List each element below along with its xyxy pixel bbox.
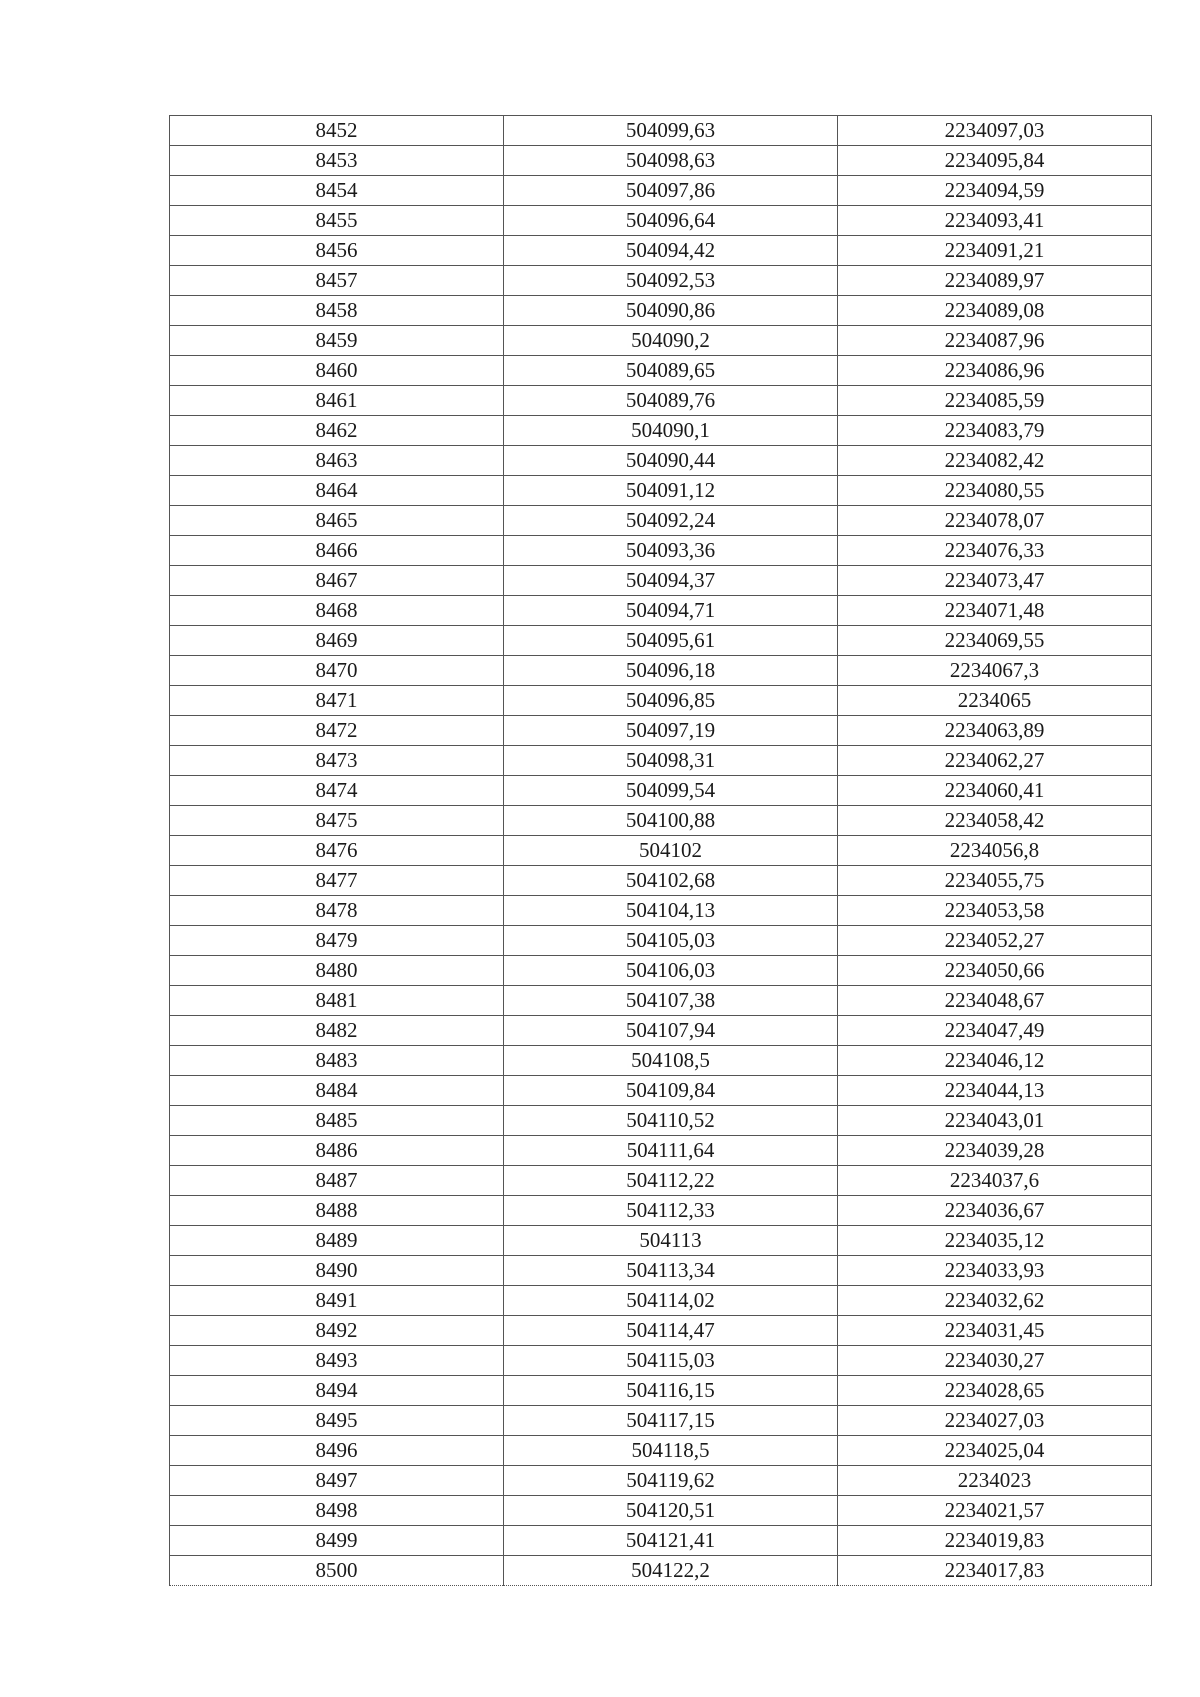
table-row xyxy=(170,626,1152,656)
point-number-cell: 8463 xyxy=(170,446,504,476)
y-coordinate-cell: 2234083,79 xyxy=(838,416,1152,446)
x-coordinate-cell: 504118,5 xyxy=(504,1436,838,1466)
y-coordinate-cell: 2234031,45 xyxy=(838,1316,1152,1346)
y-coordinate-cell: 2234069,55 xyxy=(838,626,1152,656)
table-row xyxy=(170,1466,1152,1496)
y-coordinate-cell: 2234021,57 xyxy=(838,1496,1152,1526)
point-number-cell: 8484 xyxy=(170,1076,504,1106)
y-coordinate-cell: 2234048,67 xyxy=(838,986,1152,1016)
y-coordinate-cell: 2234058,42 xyxy=(838,806,1152,836)
x-coordinate-cell: 504094,37 xyxy=(504,566,838,596)
y-coordinate-cell: 2234019,83 xyxy=(838,1526,1152,1556)
y-coordinate-cell: 2234056,8 xyxy=(838,836,1152,866)
table-row xyxy=(170,1106,1152,1136)
y-coordinate-cell: 2234033,93 xyxy=(838,1256,1152,1286)
table-row xyxy=(170,1046,1152,1076)
table-row xyxy=(170,386,1152,416)
y-coordinate-cell: 2234046,12 xyxy=(838,1046,1152,1076)
table-row xyxy=(170,746,1152,776)
y-coordinate-cell: 2234035,12 xyxy=(838,1226,1152,1256)
y-coordinate-cell: 2234032,62 xyxy=(838,1286,1152,1316)
y-coordinate-cell: 2234044,13 xyxy=(838,1076,1152,1106)
x-coordinate-cell: 504090,86 xyxy=(504,296,838,326)
x-coordinate-cell: 504107,38 xyxy=(504,986,838,1016)
table-row xyxy=(170,1556,1152,1586)
point-number-cell: 8468 xyxy=(170,596,504,626)
x-coordinate-cell: 504089,65 xyxy=(504,356,838,386)
point-number-cell: 8488 xyxy=(170,1196,504,1226)
y-coordinate-cell: 2234030,27 xyxy=(838,1346,1152,1376)
point-number-cell: 8479 xyxy=(170,926,504,956)
point-number-cell: 8482 xyxy=(170,1016,504,1046)
table-row xyxy=(170,986,1152,1016)
y-coordinate-cell: 2234037,6 xyxy=(838,1166,1152,1196)
point-number-cell: 8466 xyxy=(170,536,504,566)
table-row xyxy=(170,266,1152,296)
table-row xyxy=(170,176,1152,206)
table-row xyxy=(170,206,1152,236)
y-coordinate-cell: 2234063,89 xyxy=(838,716,1152,746)
table-row xyxy=(170,146,1152,176)
x-coordinate-cell: 504090,44 xyxy=(504,446,838,476)
y-coordinate-cell: 2234076,33 xyxy=(838,536,1152,566)
table-row xyxy=(170,1376,1152,1406)
x-coordinate-cell: 504092,24 xyxy=(504,506,838,536)
table-row xyxy=(170,1016,1152,1046)
x-coordinate-cell: 504107,94 xyxy=(504,1016,838,1046)
table-row xyxy=(170,1076,1152,1106)
y-coordinate-cell: 2234094,59 xyxy=(838,176,1152,206)
table-row xyxy=(170,866,1152,896)
table-row xyxy=(170,1526,1152,1556)
point-number-cell: 8461 xyxy=(170,386,504,416)
point-number-cell: 8493 xyxy=(170,1346,504,1376)
table-row xyxy=(170,836,1152,866)
point-number-cell: 8498 xyxy=(170,1496,504,1526)
x-coordinate-cell: 504111,64 xyxy=(504,1136,838,1166)
point-number-cell: 8490 xyxy=(170,1256,504,1286)
x-coordinate-cell: 504097,86 xyxy=(504,176,838,206)
y-coordinate-cell: 2234043,01 xyxy=(838,1106,1152,1136)
y-coordinate-cell: 2234085,59 xyxy=(838,386,1152,416)
x-coordinate-cell: 504096,85 xyxy=(504,686,838,716)
x-coordinate-cell: 504092,53 xyxy=(504,266,838,296)
point-number-cell: 8480 xyxy=(170,956,504,986)
x-coordinate-cell: 504096,18 xyxy=(504,656,838,686)
y-coordinate-cell: 2234082,42 xyxy=(838,446,1152,476)
y-coordinate-cell: 2234086,96 xyxy=(838,356,1152,386)
x-coordinate-cell: 504122,2 xyxy=(504,1556,838,1586)
x-coordinate-cell: 504113 xyxy=(504,1226,838,1256)
x-coordinate-cell: 504119,62 xyxy=(504,1466,838,1496)
x-coordinate-cell: 504097,19 xyxy=(504,716,838,746)
point-number-cell: 8458 xyxy=(170,296,504,326)
y-coordinate-cell: 2234078,07 xyxy=(838,506,1152,536)
y-coordinate-cell: 2234053,58 xyxy=(838,896,1152,926)
table-row xyxy=(170,566,1152,596)
table-row xyxy=(170,956,1152,986)
point-number-cell: 8477 xyxy=(170,866,504,896)
point-number-cell: 8483 xyxy=(170,1046,504,1076)
point-number-cell: 8457 xyxy=(170,266,504,296)
point-number-cell: 8478 xyxy=(170,896,504,926)
table-row xyxy=(170,476,1152,506)
x-coordinate-cell: 504114,47 xyxy=(504,1316,838,1346)
table-row xyxy=(170,506,1152,536)
point-number-cell: 8474 xyxy=(170,776,504,806)
y-coordinate-cell: 2234050,66 xyxy=(838,956,1152,986)
x-coordinate-cell: 504112,33 xyxy=(504,1196,838,1226)
y-coordinate-cell: 2234065 xyxy=(838,686,1152,716)
x-coordinate-cell: 504093,36 xyxy=(504,536,838,566)
point-number-cell: 8472 xyxy=(170,716,504,746)
y-coordinate-cell: 2234097,03 xyxy=(838,116,1152,146)
table-row xyxy=(170,1286,1152,1316)
y-coordinate-cell: 2234047,49 xyxy=(838,1016,1152,1046)
table-row xyxy=(170,1436,1152,1466)
x-coordinate-cell: 504105,03 xyxy=(504,926,838,956)
table-row xyxy=(170,1226,1152,1256)
point-number-cell: 8481 xyxy=(170,986,504,1016)
point-number-cell: 8492 xyxy=(170,1316,504,1346)
y-coordinate-cell: 2234036,67 xyxy=(838,1196,1152,1226)
y-coordinate-cell: 2234039,28 xyxy=(838,1136,1152,1166)
x-coordinate-cell: 504099,63 xyxy=(504,116,838,146)
point-number-cell: 8464 xyxy=(170,476,504,506)
x-coordinate-cell: 504120,51 xyxy=(504,1496,838,1526)
table-row xyxy=(170,656,1152,686)
y-coordinate-cell: 2234089,97 xyxy=(838,266,1152,296)
table-row xyxy=(170,686,1152,716)
point-number-cell: 8467 xyxy=(170,566,504,596)
table-row xyxy=(170,296,1152,326)
table-row xyxy=(170,1406,1152,1436)
x-coordinate-cell: 504094,42 xyxy=(504,236,838,266)
x-coordinate-cell: 504098,31 xyxy=(504,746,838,776)
point-number-cell: 8476 xyxy=(170,836,504,866)
x-coordinate-cell: 504089,76 xyxy=(504,386,838,416)
x-coordinate-cell: 504114,02 xyxy=(504,1286,838,1316)
point-number-cell: 8499 xyxy=(170,1526,504,1556)
table-row xyxy=(170,536,1152,566)
table-row xyxy=(170,716,1152,746)
y-coordinate-cell: 2234017,83 xyxy=(838,1556,1152,1586)
y-coordinate-cell: 2234089,08 xyxy=(838,296,1152,326)
point-number-cell: 8497 xyxy=(170,1466,504,1496)
y-coordinate-cell: 2234025,04 xyxy=(838,1436,1152,1466)
coordinates-table xyxy=(169,115,1152,1586)
point-number-cell: 8471 xyxy=(170,686,504,716)
point-number-cell: 8494 xyxy=(170,1376,504,1406)
x-coordinate-cell: 504110,52 xyxy=(504,1106,838,1136)
y-coordinate-cell: 2234095,84 xyxy=(838,146,1152,176)
table-row xyxy=(170,116,1152,146)
table-row xyxy=(170,356,1152,386)
point-number-cell: 8454 xyxy=(170,176,504,206)
x-coordinate-cell: 504095,61 xyxy=(504,626,838,656)
point-number-cell: 8452 xyxy=(170,116,504,146)
table-row xyxy=(170,806,1152,836)
table-row xyxy=(170,596,1152,626)
table-row xyxy=(170,896,1152,926)
y-coordinate-cell: 2234060,41 xyxy=(838,776,1152,806)
point-number-cell: 8496 xyxy=(170,1436,504,1466)
point-number-cell: 8495 xyxy=(170,1406,504,1436)
x-coordinate-cell: 504113,34 xyxy=(504,1256,838,1286)
x-coordinate-cell: 504117,15 xyxy=(504,1406,838,1436)
y-coordinate-cell: 2234067,3 xyxy=(838,656,1152,686)
x-coordinate-cell: 504104,13 xyxy=(504,896,838,926)
point-number-cell: 8500 xyxy=(170,1556,504,1586)
x-coordinate-cell: 504099,54 xyxy=(504,776,838,806)
y-coordinate-cell: 2234023 xyxy=(838,1466,1152,1496)
point-number-cell: 8465 xyxy=(170,506,504,536)
x-coordinate-cell: 504116,15 xyxy=(504,1376,838,1406)
table-row xyxy=(170,1196,1152,1226)
y-coordinate-cell: 2234080,55 xyxy=(838,476,1152,506)
point-number-cell: 8475 xyxy=(170,806,504,836)
table-row xyxy=(170,446,1152,476)
x-coordinate-cell: 504106,03 xyxy=(504,956,838,986)
x-coordinate-cell: 504121,41 xyxy=(504,1526,838,1556)
y-coordinate-cell: 2234091,21 xyxy=(838,236,1152,266)
point-number-cell: 8460 xyxy=(170,356,504,386)
point-number-cell: 8459 xyxy=(170,326,504,356)
x-coordinate-cell: 504096,64 xyxy=(504,206,838,236)
x-coordinate-cell: 504112,22 xyxy=(504,1166,838,1196)
table-row xyxy=(170,926,1152,956)
y-coordinate-cell: 2234027,03 xyxy=(838,1406,1152,1436)
point-number-cell: 8469 xyxy=(170,626,504,656)
y-coordinate-cell: 2234071,48 xyxy=(838,596,1152,626)
x-coordinate-cell: 504090,2 xyxy=(504,326,838,356)
table-row xyxy=(170,236,1152,266)
table-row xyxy=(170,416,1152,446)
point-number-cell: 8473 xyxy=(170,746,504,776)
x-coordinate-cell: 504091,12 xyxy=(504,476,838,506)
table-row xyxy=(170,1316,1152,1346)
point-number-cell: 8453 xyxy=(170,146,504,176)
point-number-cell: 8456 xyxy=(170,236,504,266)
point-number-cell: 8486 xyxy=(170,1136,504,1166)
point-number-cell: 8487 xyxy=(170,1166,504,1196)
point-number-cell: 8455 xyxy=(170,206,504,236)
table-row xyxy=(170,1256,1152,1286)
y-coordinate-cell: 2234052,27 xyxy=(838,926,1152,956)
point-number-cell: 8489 xyxy=(170,1226,504,1256)
y-coordinate-cell: 2234028,65 xyxy=(838,1376,1152,1406)
table-row xyxy=(170,1166,1152,1196)
y-coordinate-cell: 2234073,47 xyxy=(838,566,1152,596)
x-coordinate-cell: 504090,1 xyxy=(504,416,838,446)
y-coordinate-cell: 2234087,96 xyxy=(838,326,1152,356)
x-coordinate-cell: 504102 xyxy=(504,836,838,866)
point-number-cell: 8491 xyxy=(170,1286,504,1316)
y-coordinate-cell: 2234055,75 xyxy=(838,866,1152,896)
x-coordinate-cell: 504109,84 xyxy=(504,1076,838,1106)
table-row xyxy=(170,1346,1152,1376)
point-number-cell: 8470 xyxy=(170,656,504,686)
x-coordinate-cell: 504100,88 xyxy=(504,806,838,836)
table-row xyxy=(170,776,1152,806)
y-coordinate-cell: 2234093,41 xyxy=(838,206,1152,236)
x-coordinate-cell: 504098,63 xyxy=(504,146,838,176)
point-number-cell: 8485 xyxy=(170,1106,504,1136)
table-row xyxy=(170,1496,1152,1526)
x-coordinate-cell: 504094,71 xyxy=(504,596,838,626)
coordinates-table-body xyxy=(170,116,1152,1586)
table-row xyxy=(170,326,1152,356)
x-coordinate-cell: 504102,68 xyxy=(504,866,838,896)
table-row xyxy=(170,1136,1152,1166)
point-number-cell: 8462 xyxy=(170,416,504,446)
y-coordinate-cell: 2234062,27 xyxy=(838,746,1152,776)
x-coordinate-cell: 504108,5 xyxy=(504,1046,838,1076)
x-coordinate-cell: 504115,03 xyxy=(504,1346,838,1376)
